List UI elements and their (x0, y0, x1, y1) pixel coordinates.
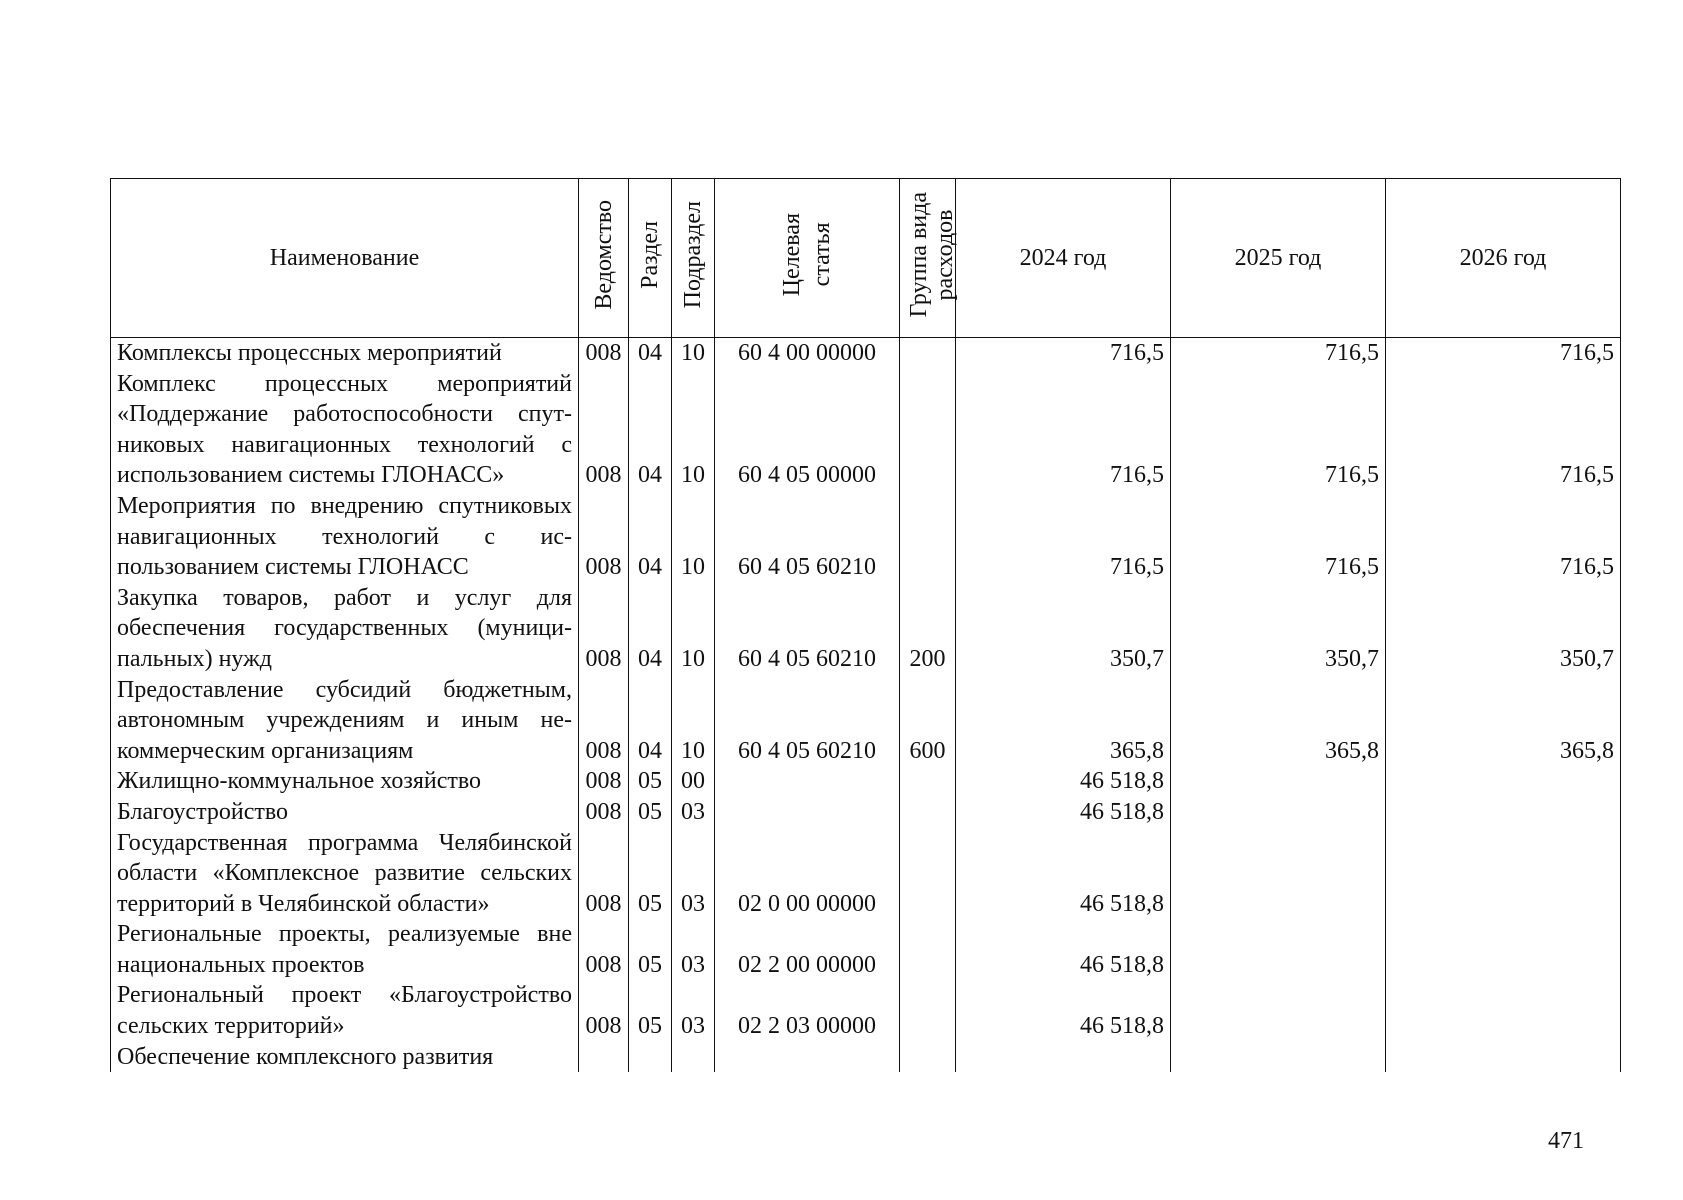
row-2024-cell: 365,8 (956, 675, 1171, 767)
row-2024-cell: 46 518,8 (956, 828, 1171, 920)
row-vedomstvo-cell: 008 (579, 797, 629, 828)
row-2025-cell (1171, 766, 1386, 797)
row-vedomstvo-cell: 008 (579, 980, 629, 1041)
row-razdel-cell: 04 (629, 369, 672, 491)
row-2026-cell (1386, 1042, 1621, 1073)
row-target-cell: 02 0 00 00000 (715, 828, 900, 920)
header-name: Наименование (111, 179, 579, 338)
row-name-cell: Региональный проект «Благоустройство сельских территорий» (111, 980, 579, 1041)
row-2026-cell (1386, 919, 1621, 980)
table-row (111, 766, 1621, 797)
row-2025-cell: 365,8 (1171, 675, 1386, 767)
row-razdel-cell (629, 1042, 672, 1073)
header-group-line2: расходов (932, 209, 958, 300)
header-2026: 2026 год (1386, 179, 1621, 338)
row-target-cell: 60 4 05 60210 (715, 675, 900, 767)
row-podrazdel-cell: 03 (672, 919, 715, 980)
row-vedomstvo-cell: 008 (579, 583, 629, 675)
row-group-cell (900, 797, 956, 828)
row-2026-cell: 716,5 (1386, 491, 1621, 583)
table-row (111, 980, 1621, 1041)
row-target-cell (715, 766, 900, 797)
header-vedomstvo-label: Ведомство (590, 199, 617, 310)
row-podrazdel-cell (672, 1042, 715, 1073)
row-2025-cell (1171, 828, 1386, 920)
row-vedomstvo-cell: 008 (579, 675, 629, 767)
row-2024-cell: 716,5 (956, 369, 1171, 491)
row-razdel-cell: 05 (629, 980, 672, 1041)
row-name-cell: Региональные проекты, реализуемые вне национальных проектов (111, 919, 579, 980)
row-2024-cell: 46 518,8 (956, 919, 1171, 980)
header-razdel-label: Раздел (637, 220, 663, 289)
header-podrazdel (672, 179, 715, 338)
row-target-cell: 60 4 05 60210 (715, 491, 900, 583)
row-2024-cell: 716,5 (956, 491, 1171, 583)
row-name-cell: Обеспечение комплексного развития (111, 1042, 579, 1073)
row-razdel-cell: 05 (629, 828, 672, 920)
row-podrazdel-cell: 03 (672, 797, 715, 828)
row-group-cell (900, 369, 956, 491)
row-2025-cell: 716,5 (1171, 369, 1386, 491)
row-podrazdel-cell: 10 (672, 369, 715, 491)
row-razdel-cell: 04 (629, 583, 672, 675)
row-name-cell: Жилищно-коммунальное хозяйство (111, 766, 579, 797)
row-group-cell: 600 (900, 675, 956, 767)
row-name-cell: Комплексы процессных мероприятий (111, 338, 579, 369)
row-2025-cell: 716,5 (1171, 491, 1386, 583)
row-2025-cell (1171, 980, 1386, 1041)
row-name-cell: Предоставление субсидий бюджетным, автономным учреждениям и иным некоммерческим организациям (111, 675, 579, 767)
row-podrazdel-cell: 10 (672, 338, 715, 369)
table-row (111, 828, 1621, 920)
row-group-cell (900, 491, 956, 583)
row-name-cell: Комплекс процессных мероприятий «Поддержание работоспособности спутниковых навигационных технологий с использованием системы ГЛОНАСС» (111, 369, 579, 491)
header-2024: 2024 год (956, 179, 1171, 338)
row-name-cell: Государственная программа Челябинской области «Комплексное развитие сельских территорий в Челябинской области» (111, 828, 579, 920)
row-target-cell (715, 1042, 900, 1073)
row-group-cell (900, 828, 956, 920)
row-2025-cell: 716,5 (1171, 338, 1386, 369)
row-razdel-cell: 04 (629, 338, 672, 369)
row-podrazdel-cell: 03 (672, 980, 715, 1041)
budget-sheet (110, 178, 1620, 1072)
row-2026-cell: 716,5 (1386, 338, 1621, 369)
row-razdel-cell: 05 (629, 797, 672, 828)
row-2026-cell (1386, 980, 1621, 1041)
row-podrazdel-cell: 00 (672, 766, 715, 797)
row-vedomstvo-cell (579, 1042, 629, 1073)
row-razdel-cell: 05 (629, 766, 672, 797)
row-name-cell: Благоустройство (111, 797, 579, 828)
row-vedomstvo-cell: 008 (579, 491, 629, 583)
row-target-cell: 60 4 00 00000 (715, 338, 900, 369)
row-2026-cell: 716,5 (1386, 369, 1621, 491)
header-target-label (777, 213, 837, 296)
header-razdel (629, 179, 672, 338)
header-target-article (715, 179, 900, 338)
table-row (111, 919, 1621, 980)
row-vedomstvo-cell: 008 (579, 766, 629, 797)
row-vedomstvo-cell: 008 (579, 919, 629, 980)
header-podrazdel-label: Подраздел (680, 200, 706, 309)
row-podrazdel-cell: 10 (672, 491, 715, 583)
row-2025-cell: 350,7 (1171, 583, 1386, 675)
table-header (111, 179, 1621, 338)
header-target-line1: Целевая (779, 212, 805, 297)
row-group-cell: 200 (900, 583, 956, 675)
row-2024-cell: 46 518,8 (956, 766, 1171, 797)
header-expense-group (900, 179, 956, 338)
row-2026-cell: 350,7 (1386, 583, 1621, 675)
row-target-cell: 02 2 03 00000 (715, 980, 900, 1041)
row-razdel-cell: 05 (629, 919, 672, 980)
row-podrazdel-cell: 10 (672, 675, 715, 767)
row-2026-cell: 365,8 (1386, 675, 1621, 767)
row-2026-cell (1386, 766, 1621, 797)
row-target-cell: 60 4 05 60210 (715, 583, 900, 675)
row-2025-cell (1171, 797, 1386, 828)
row-target-cell: 02 2 00 00000 (715, 919, 900, 980)
row-group-cell (900, 919, 956, 980)
row-2026-cell (1386, 828, 1621, 920)
header-target-line2: статья (809, 222, 835, 287)
row-vedomstvo-cell: 008 (579, 338, 629, 369)
row-target-cell (715, 797, 900, 828)
header-vedomstvo (579, 179, 629, 338)
row-2024-cell: 350,7 (956, 583, 1171, 675)
row-2024-cell: 716,5 (956, 338, 1171, 369)
row-2025-cell (1171, 1042, 1386, 1073)
row-vedomstvo-cell: 008 (579, 369, 629, 491)
row-2025-cell (1171, 919, 1386, 980)
row-vedomstvo-cell: 008 (579, 828, 629, 920)
row-target-cell: 60 4 05 00000 (715, 369, 900, 491)
row-name-cell: Закупка товаров, работ и услуг для обеспечения государственных (муниципальных) нужд (111, 583, 579, 675)
row-podrazdel-cell: 10 (672, 583, 715, 675)
row-group-cell (900, 766, 956, 797)
table-row (111, 797, 1621, 828)
table-row (111, 675, 1621, 767)
row-2024-cell: 46 518,8 (956, 797, 1171, 828)
row-razdel-cell: 04 (629, 675, 672, 767)
row-razdel-cell: 04 (629, 491, 672, 583)
row-group-cell (900, 338, 956, 369)
table-row (111, 338, 1621, 369)
table-body (111, 338, 1621, 1073)
budget-table (110, 178, 1621, 1072)
page-number: 471 (1548, 1128, 1584, 1154)
row-podrazdel-cell: 03 (672, 828, 715, 920)
header-group-label (906, 192, 958, 317)
row-2024-cell (956, 1042, 1171, 1073)
row-2026-cell (1386, 797, 1621, 828)
header-row (111, 179, 1621, 338)
header-group-line1: Группа вида (906, 191, 932, 318)
table-row (111, 1042, 1621, 1073)
row-group-cell (900, 980, 956, 1041)
table-row (111, 491, 1621, 583)
table-row (111, 583, 1621, 675)
row-2024-cell: 46 518,8 (956, 980, 1171, 1041)
header-2025: 2025 год (1171, 179, 1386, 338)
table-row (111, 369, 1621, 491)
row-group-cell (900, 1042, 956, 1073)
row-name-cell: Мероприятия по внедрению спутниковых навигационных технологий с использованием системы ГЛОНАСС (111, 491, 579, 583)
